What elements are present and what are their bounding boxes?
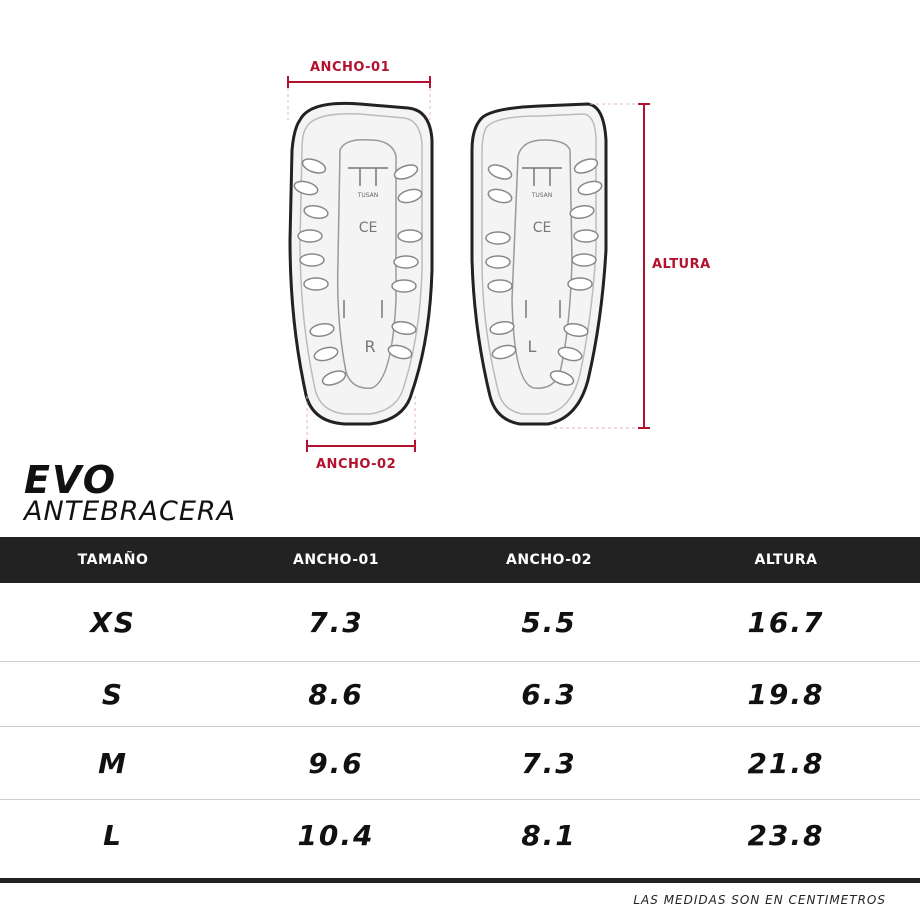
cell-width2: 6.3 bbox=[521, 677, 577, 711]
product-type: ANTEBRACERA bbox=[24, 496, 237, 527]
cell-size: XS bbox=[90, 605, 136, 639]
cell-size: L bbox=[103, 818, 123, 852]
header-width1: ANCHO-01 bbox=[293, 552, 379, 568]
cell-height: 23.8 bbox=[747, 818, 825, 852]
header-width2: ANCHO-02 bbox=[506, 552, 592, 568]
width2-label: ANCHO-02 bbox=[316, 457, 397, 472]
header-height: ALTURA bbox=[754, 552, 818, 568]
right-guard-ce-mark: CE bbox=[358, 220, 378, 236]
table-row bbox=[0, 727, 920, 800]
cell-height: 16.7 bbox=[747, 605, 825, 639]
table-row bbox=[0, 662, 920, 727]
table-bottom-rule bbox=[0, 878, 920, 883]
width1-label: ANCHO-01 bbox=[310, 60, 391, 75]
cell-width1: 8.6 bbox=[308, 677, 364, 711]
cell-width2: 5.5 bbox=[521, 605, 577, 639]
table-row bbox=[0, 800, 920, 870]
height-label: ALTURA bbox=[652, 257, 711, 272]
table-row bbox=[0, 583, 920, 662]
cell-width1: 9.6 bbox=[308, 746, 364, 780]
right-guard-letter: R bbox=[364, 337, 376, 356]
cell-height: 21.8 bbox=[747, 746, 825, 780]
left-guard-ce-mark: CE bbox=[532, 220, 552, 236]
cell-width2: 7.3 bbox=[521, 746, 577, 780]
left-guard-brand: TUSAN bbox=[531, 192, 553, 199]
cell-height: 19.8 bbox=[747, 677, 825, 711]
size-table bbox=[0, 537, 920, 870]
header-size: TAMAÑO bbox=[77, 552, 149, 568]
units-footnote: LAS MEDIDAS SON EN CENTIMETROS bbox=[633, 893, 886, 907]
cell-size: M bbox=[98, 746, 128, 780]
left-guard-letter: L bbox=[527, 337, 537, 356]
table-header bbox=[0, 537, 920, 583]
cell-width2: 8.1 bbox=[521, 818, 577, 852]
cell-width1: 7.3 bbox=[308, 605, 364, 639]
right-guard-brand: TUSAN bbox=[357, 192, 379, 199]
cell-size: S bbox=[101, 677, 125, 711]
cell-width1: 10.4 bbox=[297, 818, 375, 852]
product-name: EVO bbox=[24, 458, 118, 502]
